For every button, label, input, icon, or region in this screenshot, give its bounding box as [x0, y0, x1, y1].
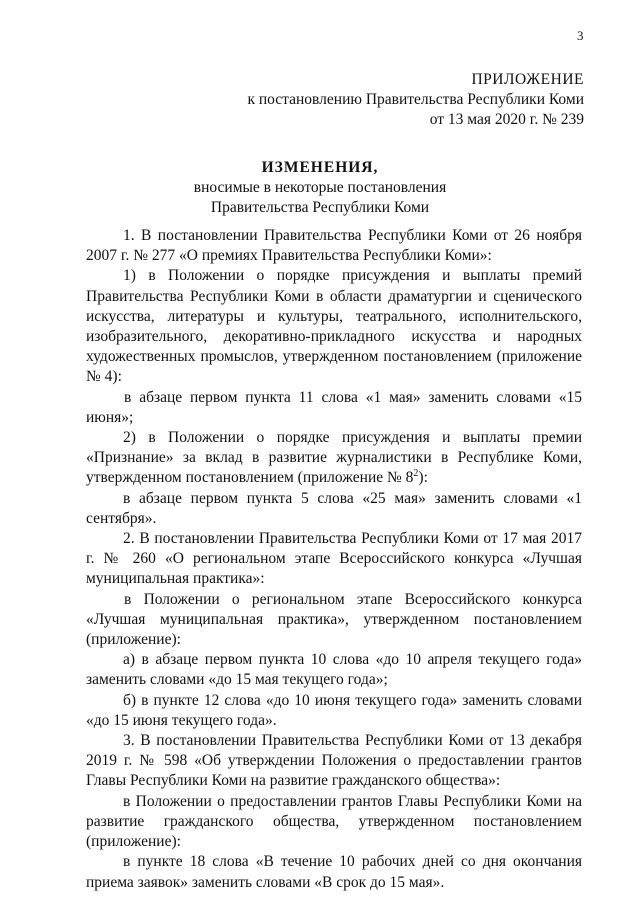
appendix-line-2: от 13 мая 2020 г. № 239	[429, 111, 584, 128]
document-body	[86, 226, 582, 893]
paragraph-3: в абзаце первом пункта 11 слова «1 мая» заменить словами «15 июня»;	[86, 388, 582, 426]
appendix-block	[247, 70, 584, 130]
paragraph-12: в пункте 18 слова «В течение 10 рабочих дней со дня окончания приема заявок» заменить словами «В срок до 15 мая».	[86, 853, 582, 891]
heading-line-1: вносимые в некоторые постановления	[193, 179, 447, 196]
paragraph-2: 1) в Положении о порядке присуждения и выплаты премий Правительства Республики Коми в области драматургии и сценического искусства, литературы и культуры, театрального, исполнительского, изобразительного, декоративно-прикладного искусства и народных художественных промыслов, утвержденном постановлением (приложение № 4):	[86, 267, 582, 386]
heading-title: ИЗМЕНЕНИЯ,	[261, 159, 379, 176]
paragraph-4-tail: ):	[418, 469, 428, 487]
paragraph-11: в Положении о предоставлении грантов Главы Республики Коми на развитие гражданского общества, утвержденном постановлением (приложение):	[86, 792, 582, 851]
paragraph-7: в Положении о региональном этапе Всероссийского конкурса «Лучшая муниципальная практика», утвержденном постановлением (приложение):	[86, 590, 582, 649]
heading-line-2: Правительства Республики Коми	[210, 199, 430, 216]
document-heading	[0, 158, 640, 218]
appendix-title: ПРИЛОЖЕНИЕ	[471, 71, 584, 88]
paragraph-1: 1. В постановлении Правительства Республики Коми от 26 ноября 2007 г. № 277 «О премиях Правительства Республики Коми»:	[86, 227, 582, 265]
paragraph-4-text: 2) в Положении о порядке присуждения и выплаты премии «Признание» за вклад в развитие журналистики в Республике Коми, утвержденном постановлением (приложение № 8	[86, 429, 582, 487]
superscript-2: 2	[413, 468, 419, 480]
page-number: 3	[577, 28, 584, 43]
appendix-line-1: к постановлению Правительства Республики Коми	[247, 91, 584, 108]
paragraph-6: 2. В постановлении Правительства Республики Коми от 17 мая 2017 г. № 260 «О региональном этапе Всероссийского конкурса «Лучшая муниципальная практика»:	[86, 530, 582, 588]
paragraph-5: в абзаце первом пункта 5 слова «25 мая» заменить словами «1 сентября».	[86, 489, 582, 527]
paragraph-8: а) в абзаце первом пункта 10 слова «до 10 апреля текущего года» заменить словами «до 15 мая текущего года»;	[86, 651, 582, 689]
paragraph-4	[86, 428, 582, 489]
paragraph-10: 3. В постановлении Правительства Республики Коми от 13 декабря 2019 г. № 598 «Об утверждении Положения о предоставлении грантов Главы Республики Коми на развитие гражданского общества»:	[86, 732, 582, 790]
paragraph-9: б) в пункте 12 слова «до 10 июня текущего года» заменить словами «до 15 июня текущего года».	[86, 691, 582, 729]
